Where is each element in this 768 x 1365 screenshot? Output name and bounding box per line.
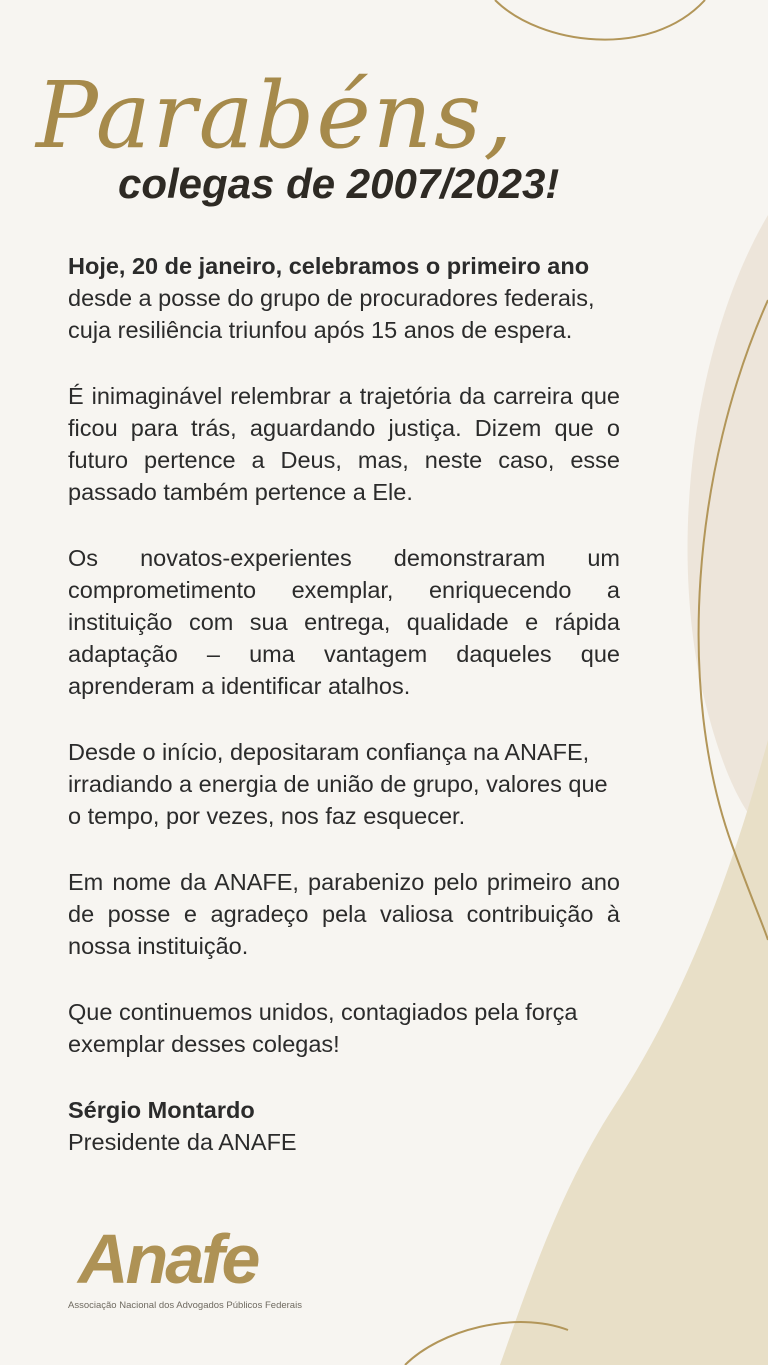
signature <box>68 1094 297 1158</box>
gold-curve-top <box>495 0 705 40</box>
paragraph-2: É inimaginável relembrar a trajetória da carreira que ficou para trás, aguardando justiça. Dizem que o futuro pertence a Deus, mas, neste caso, esse passado também pertence a Ele. <box>68 383 620 505</box>
page-subtitle: colegas de 2007/2023! <box>118 160 560 207</box>
paragraph-6: Que continuemos unidos, contagiados pela força exemplar desses colegas! <box>68 999 578 1057</box>
message-body <box>68 250 620 1094</box>
paragraph-1-rest: desde a posse do grupo de procuradores federais, cuja resiliência triunfou após 15 anos de espera. <box>68 285 595 343</box>
script-title: Parabéns, <box>36 62 515 169</box>
signature-role: Presidente da ANAFE <box>68 1129 297 1155</box>
logo-wordmark: Anafe <box>78 1220 258 1298</box>
paragraph-1-bold: Hoje, 20 de janeiro, celebramos o primeiro ano <box>68 253 590 279</box>
beige-shape-right <box>688 215 768 835</box>
paragraph-3: Os novatos-experientes demonstraram um comprometimento exemplar, enriquecendo a instituição com sua entrega, qualidade e rápida adaptação – uma vantagem daqueles que aprenderam a identificar atalhos. <box>68 545 620 699</box>
paragraph-1 <box>68 250 620 346</box>
signature-name: Sérgio Montardo <box>68 1097 255 1123</box>
paragraph-5: Em nome da ANAFE, parabenizo pelo primeiro ano de posse e agradeço pela valiosa contribuição à nossa instituição. <box>68 869 620 959</box>
logo-subtitle: Associação Nacional dos Advogados Públicos Federais <box>68 1300 302 1311</box>
anafe-logo <box>68 1222 348 1312</box>
paragraph-4: Desde o início, depositaram confiança na ANAFE, irradiando a energia de união de grupo, valores que o tempo, por vezes, nos faz esquecer. <box>68 739 608 829</box>
